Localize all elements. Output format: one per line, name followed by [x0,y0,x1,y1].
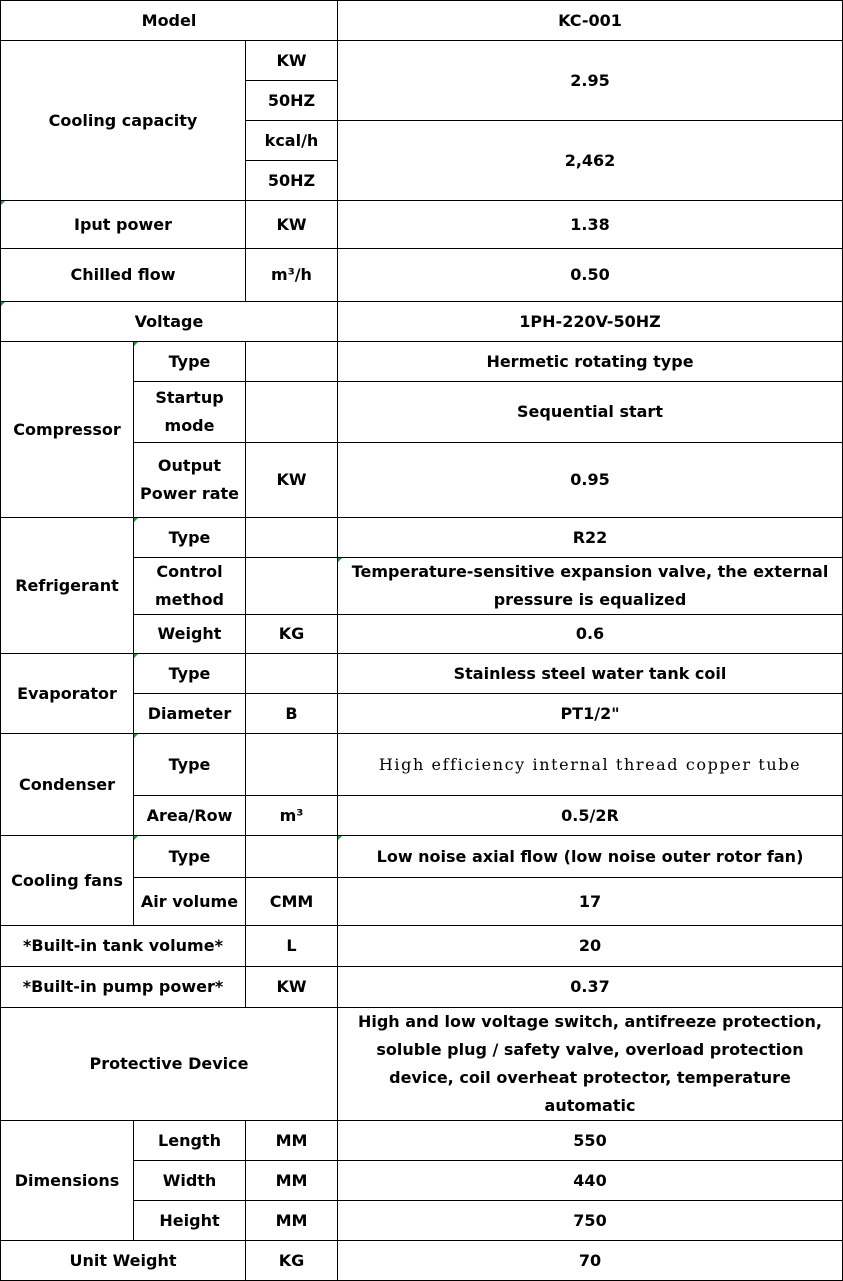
cooling-fans-type-value: Low noise axial flow (low noise outer rotor fan) [338,836,843,878]
row-dimensions-length [1,1121,843,1161]
cooling-capacity-unit-kcal: kcal/h [246,121,338,161]
refrigerant-control-value: Temperature-sensitive expansion valve, the external pressure is equalized [338,558,843,615]
compressor-startup-unit [246,382,338,443]
input-power-label: Iput power [1,201,246,249]
cooling-fans-air-label: Air volume [134,878,246,926]
refrigerant-type-value: R22 [338,518,843,558]
chilled-flow-unit: m³/h [246,249,338,302]
refrigerant-weight-value: 0.6 [338,615,843,654]
chilled-flow-value: 0.50 [338,249,843,302]
row-chilled-flow [1,249,843,302]
refrigerant-type-unit [246,518,338,558]
evaporator-label: Evaporator [1,654,134,734]
refrigerant-control-label: Control method [134,558,246,615]
cooling-fans-air-unit: CMM [246,878,338,926]
refrigerant-label: Refrigerant [1,518,134,654]
protective-device-value: High and low voltage switch, antifreeze protection, soluble plug / safety valve, overload protection device, coil overheat protector, temperature automatic [338,1008,843,1121]
row-pump-power [1,967,843,1008]
row-cooling-capacity-kw [1,41,843,81]
dimensions-width-value: 440 [338,1161,843,1201]
tank-volume-value: 20 [338,926,843,967]
dimensions-length-unit: MM [246,1121,338,1161]
cooling-capacity-value-kw: 2.95 [338,41,843,121]
compressor-output-label: Output Power rate [134,443,246,518]
unit-weight-label: Unit Weight [1,1241,246,1281]
model-value: KC-001 [338,1,843,41]
refrigerant-control-unit [246,558,338,615]
evaporator-diameter-unit: B [246,694,338,734]
compressor-type-label: Type [134,342,246,382]
cooling-capacity-unit-kw: KW [246,41,338,81]
compressor-startup-label: Startup mode [134,382,246,443]
cooling-fans-label: Cooling fans [1,836,134,926]
row-voltage [1,302,843,342]
cooling-capacity-freq-kcal: 50HZ [246,161,338,201]
condenser-area-value: 0.5/2R [338,796,843,836]
dimensions-height-value: 750 [338,1201,843,1241]
dimensions-length-value: 550 [338,1121,843,1161]
voltage-label: Voltage [1,302,338,342]
row-evaporator-type [1,654,843,694]
dimensions-length-label: Length [134,1121,246,1161]
tank-volume-unit: L [246,926,338,967]
unit-weight-unit: KG [246,1241,338,1281]
condenser-area-label: Area/Row [134,796,246,836]
evaporator-type-label: Type [134,654,246,694]
unit-weight-value: 70 [338,1241,843,1281]
evaporator-type-unit [246,654,338,694]
compressor-output-value: 0.95 [338,443,843,518]
input-power-unit: KW [246,201,338,249]
dimensions-width-label: Width [134,1161,246,1201]
dimensions-width-unit: MM [246,1161,338,1201]
row-model [1,1,843,41]
compressor-type-unit [246,342,338,382]
row-condenser-type [1,734,843,796]
compressor-label: Compressor [1,342,134,518]
chilled-flow-label: Chilled flow [1,249,246,302]
cooling-fans-type-unit [246,836,338,878]
dimensions-height-label: Height [134,1201,246,1241]
condenser-type-value: High efficiency internal thread copper tube [338,734,843,796]
condenser-type-label: Type [134,734,246,796]
pump-power-value: 0.37 [338,967,843,1008]
evaporator-diameter-value: PT1/2" [338,694,843,734]
voltage-value: 1PH-220V-50HZ [338,302,843,342]
row-tank-volume [1,926,843,967]
cooling-fans-air-value: 17 [338,878,843,926]
cooling-capacity-freq-kw: 50HZ [246,81,338,121]
dimensions-height-unit: MM [246,1201,338,1241]
cooling-fans-type-label: Type [134,836,246,878]
row-compressor-type [1,342,843,382]
compressor-output-unit: KW [246,443,338,518]
row-unit-weight [1,1241,843,1281]
refrigerant-weight-unit: KG [246,615,338,654]
pump-power-unit: KW [246,967,338,1008]
dimensions-label: Dimensions [1,1121,134,1241]
condenser-type-unit [246,734,338,796]
compressor-type-value: Hermetic rotating type [338,342,843,382]
row-refrigerant-type [1,518,843,558]
condenser-label: Condenser [1,734,134,836]
protective-device-label: Protective Device [1,1008,338,1121]
tank-volume-label: *Built-in tank volume* [1,926,246,967]
condenser-area-unit: m³ [246,796,338,836]
input-power-value: 1.38 [338,201,843,249]
row-input-power [1,201,843,249]
refrigerant-type-label: Type [134,518,246,558]
cooling-capacity-label: Cooling capacity [1,41,246,201]
evaporator-diameter-label: Diameter [134,694,246,734]
evaporator-type-value: Stainless steel water tank coil [338,654,843,694]
model-label: Model [1,1,338,41]
row-fans-type [1,836,843,878]
pump-power-label: *Built-in pump power* [1,967,246,1008]
compressor-startup-value: Sequential start [338,382,843,443]
refrigerant-weight-label: Weight [134,615,246,654]
cooling-capacity-value-kcal: 2,462 [338,121,843,201]
row-protective-device [1,1008,843,1121]
